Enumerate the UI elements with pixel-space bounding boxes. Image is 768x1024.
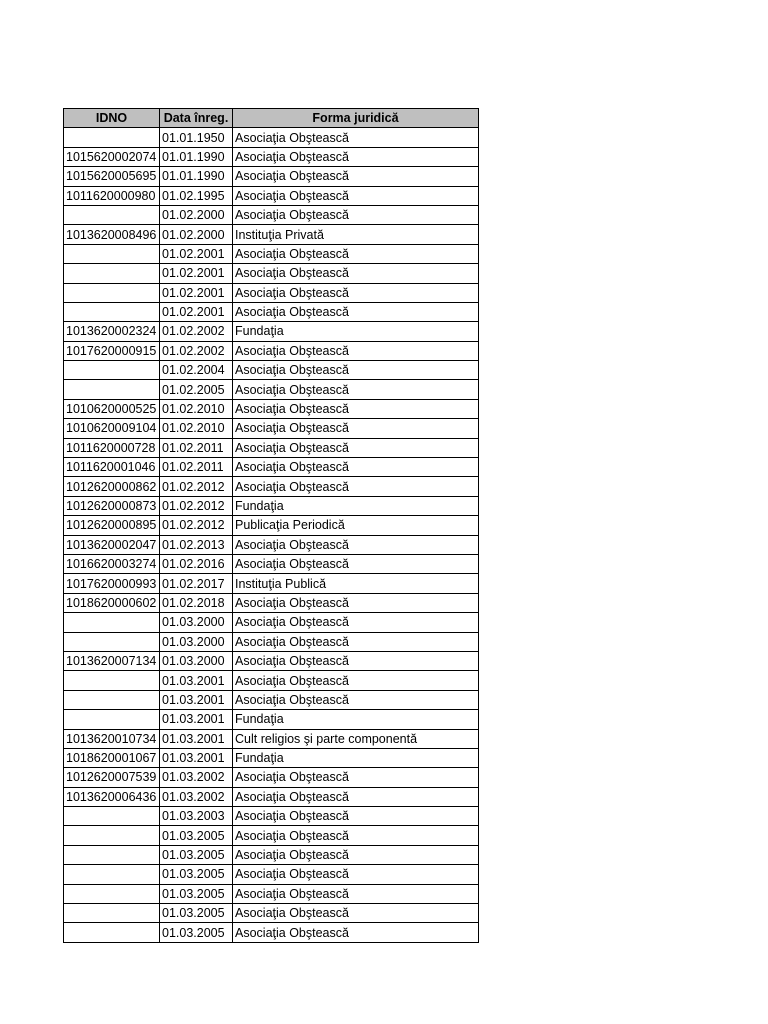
idno-cell: 1011620000980 — [64, 186, 160, 205]
form-cell: Asociaţia Obştească — [233, 904, 479, 923]
date-cell: 01.03.2005 — [160, 904, 233, 923]
registry-table — [63, 108, 479, 943]
date-cell: 01.02.1995 — [160, 186, 233, 205]
date-cell: 01.02.2001 — [160, 283, 233, 302]
form-cell: Fundaţia — [233, 322, 479, 341]
date-cell: 01.01.1950 — [160, 128, 233, 147]
idno-cell: 1018620001067 — [64, 748, 160, 767]
table-row — [64, 322, 479, 341]
date-cell: 01.03.2003 — [160, 807, 233, 826]
table-row — [64, 535, 479, 554]
idno-cell — [64, 613, 160, 632]
table-row — [64, 748, 479, 767]
date-cell: 01.03.2005 — [160, 923, 233, 942]
form-cell: Asociaţia Obştească — [233, 613, 479, 632]
idno-cell — [64, 283, 160, 302]
table-row — [64, 496, 479, 515]
table-row — [64, 845, 479, 864]
table-row — [64, 205, 479, 224]
form-cell: Fundaţia — [233, 496, 479, 515]
idno-cell: 1018620000602 — [64, 593, 160, 612]
date-cell: 01.03.2005 — [160, 826, 233, 845]
table-row — [64, 574, 479, 593]
idno-cell — [64, 845, 160, 864]
form-cell: Asociaţia Obştească — [233, 186, 479, 205]
table-row — [64, 865, 479, 884]
date-cell: 01.02.2001 — [160, 264, 233, 283]
form-cell: Asociaţia Obştească — [233, 923, 479, 942]
table-body — [64, 128, 479, 942]
table-row — [64, 651, 479, 670]
date-cell: 01.02.2010 — [160, 399, 233, 418]
table-row — [64, 613, 479, 632]
idno-cell — [64, 671, 160, 690]
form-cell: Asociaţia Obştească — [233, 477, 479, 496]
date-cell: 01.03.2000 — [160, 613, 233, 632]
form-cell: Asociaţia Obştească — [233, 554, 479, 573]
date-cell: 01.02.2002 — [160, 341, 233, 360]
form-cell: Asociaţia Obştească — [233, 826, 479, 845]
header-idno: IDNO — [64, 109, 160, 128]
form-cell: Publicaţia Periodică — [233, 516, 479, 535]
idno-cell: 1013620007134 — [64, 651, 160, 670]
form-cell: Asociaţia Obştească — [233, 399, 479, 418]
table-row — [64, 516, 479, 535]
table-row — [64, 438, 479, 457]
idno-cell — [64, 205, 160, 224]
table-row — [64, 884, 479, 903]
table-row — [64, 729, 479, 748]
date-cell: 01.03.2001 — [160, 671, 233, 690]
form-cell: Asociaţia Obştească — [233, 283, 479, 302]
idno-cell — [64, 826, 160, 845]
table-row — [64, 128, 479, 147]
table-row — [64, 768, 479, 787]
idno-cell — [64, 923, 160, 942]
date-cell: 01.02.2002 — [160, 322, 233, 341]
idno-cell: 1012620000873 — [64, 496, 160, 515]
idno-cell: 1016620003274 — [64, 554, 160, 573]
date-cell: 01.01.1990 — [160, 167, 233, 186]
date-cell: 01.03.2005 — [160, 865, 233, 884]
form-cell: Asociaţia Obştească — [233, 787, 479, 806]
table-row — [64, 186, 479, 205]
date-cell: 01.03.2001 — [160, 690, 233, 709]
form-cell: Asociaţia Obştească — [233, 884, 479, 903]
idno-cell — [64, 380, 160, 399]
date-cell: 01.02.2011 — [160, 458, 233, 477]
form-cell: Asociaţia Obştească — [233, 341, 479, 360]
idno-cell: 1013620002324 — [64, 322, 160, 341]
form-cell: Asociaţia Obştească — [233, 593, 479, 612]
date-cell: 01.02.2013 — [160, 535, 233, 554]
form-cell: Asociaţia Obştească — [233, 651, 479, 670]
idno-cell: 1013620006436 — [64, 787, 160, 806]
date-cell: 01.02.2012 — [160, 477, 233, 496]
idno-cell: 1012620000895 — [64, 516, 160, 535]
form-cell: Asociaţia Obştească — [233, 167, 479, 186]
form-cell: Asociaţia Obştească — [233, 671, 479, 690]
table-row — [64, 807, 479, 826]
idno-cell: 1015620005695 — [64, 167, 160, 186]
date-cell: 01.02.2012 — [160, 516, 233, 535]
form-cell: Asociaţia Obştească — [233, 205, 479, 224]
date-cell: 01.03.2005 — [160, 884, 233, 903]
idno-cell: 1011620000728 — [64, 438, 160, 457]
idno-cell: 1015620002074 — [64, 147, 160, 166]
table-row — [64, 826, 479, 845]
form-cell: Asociaţia Obştească — [233, 768, 479, 787]
table-row — [64, 147, 479, 166]
date-cell: 01.02.2005 — [160, 380, 233, 399]
idno-cell: 1017620000915 — [64, 341, 160, 360]
table-row — [64, 302, 479, 321]
table-header — [64, 109, 479, 128]
idno-cell: 1011620001046 — [64, 458, 160, 477]
table-row — [64, 923, 479, 942]
idno-cell: 1013620002047 — [64, 535, 160, 554]
form-cell: Fundaţia — [233, 710, 479, 729]
table-row — [64, 167, 479, 186]
table-row — [64, 671, 479, 690]
table-row — [64, 419, 479, 438]
table-row — [64, 593, 479, 612]
date-cell: 01.02.2010 — [160, 419, 233, 438]
table-row — [64, 710, 479, 729]
date-cell: 01.03.2001 — [160, 748, 233, 767]
date-cell: 01.03.2005 — [160, 845, 233, 864]
idno-cell — [64, 710, 160, 729]
idno-cell: 1012620000862 — [64, 477, 160, 496]
table-row — [64, 787, 479, 806]
form-cell: Asociaţia Obştească — [233, 128, 479, 147]
form-cell: Asociaţia Obştească — [233, 535, 479, 554]
form-cell: Cult religios şi parte componentă — [233, 729, 479, 748]
form-cell: Asociaţia Obştească — [233, 302, 479, 321]
table-row — [64, 264, 479, 283]
idno-cell: 1010620009104 — [64, 419, 160, 438]
idno-cell — [64, 264, 160, 283]
date-cell: 01.02.2012 — [160, 496, 233, 515]
idno-cell: 1017620000993 — [64, 574, 160, 593]
date-cell: 01.02.2011 — [160, 438, 233, 457]
table-row — [64, 283, 479, 302]
date-cell: 01.03.2000 — [160, 651, 233, 670]
date-cell: 01.02.2000 — [160, 225, 233, 244]
date-cell: 01.02.2018 — [160, 593, 233, 612]
form-cell: Asociaţia Obştească — [233, 264, 479, 283]
date-cell: 01.02.2017 — [160, 574, 233, 593]
form-cell: Asociaţia Obştească — [233, 458, 479, 477]
date-cell: 01.03.2001 — [160, 729, 233, 748]
date-cell: 01.02.2000 — [160, 205, 233, 224]
table-row — [64, 690, 479, 709]
idno-cell — [64, 865, 160, 884]
date-cell: 01.02.2004 — [160, 361, 233, 380]
idno-cell: 1013620008496 — [64, 225, 160, 244]
table-row — [64, 341, 479, 360]
idno-cell — [64, 904, 160, 923]
header-date: Data înreg. — [160, 109, 233, 128]
idno-cell — [64, 690, 160, 709]
idno-cell — [64, 632, 160, 651]
idno-cell: 1010620000525 — [64, 399, 160, 418]
table-row — [64, 361, 479, 380]
idno-cell — [64, 884, 160, 903]
date-cell: 01.02.2001 — [160, 302, 233, 321]
form-cell: Asociaţia Obştească — [233, 361, 479, 380]
table-row — [64, 225, 479, 244]
table-row — [64, 380, 479, 399]
date-cell: 01.02.2016 — [160, 554, 233, 573]
form-cell: Asociaţia Obştească — [233, 438, 479, 457]
table-row — [64, 904, 479, 923]
form-cell: Asociaţia Obştească — [233, 807, 479, 826]
form-cell: Asociaţia Obştească — [233, 147, 479, 166]
table-row — [64, 554, 479, 573]
table-row — [64, 458, 479, 477]
date-cell: 01.03.2001 — [160, 710, 233, 729]
header-row — [64, 109, 479, 128]
date-cell: 01.03.2002 — [160, 787, 233, 806]
form-cell: Asociaţia Obştească — [233, 865, 479, 884]
form-cell: Asociaţia Obştească — [233, 244, 479, 263]
form-cell: Asociaţia Obştească — [233, 632, 479, 651]
form-cell: Instituţia Publică — [233, 574, 479, 593]
idno-cell — [64, 128, 160, 147]
date-cell: 01.03.2000 — [160, 632, 233, 651]
idno-cell — [64, 244, 160, 263]
date-cell: 01.01.1990 — [160, 147, 233, 166]
table-row — [64, 632, 479, 651]
table-row — [64, 399, 479, 418]
form-cell: Asociaţia Obştească — [233, 690, 479, 709]
form-cell: Instituţia Privată — [233, 225, 479, 244]
date-cell: 01.03.2002 — [160, 768, 233, 787]
form-cell: Fundaţia — [233, 748, 479, 767]
idno-cell: 1013620010734 — [64, 729, 160, 748]
date-cell: 01.02.2001 — [160, 244, 233, 263]
idno-cell — [64, 807, 160, 826]
idno-cell — [64, 302, 160, 321]
table-row — [64, 477, 479, 496]
idno-cell: 1012620007539 — [64, 768, 160, 787]
header-form: Forma juridică — [233, 109, 479, 128]
table-row — [64, 244, 479, 263]
idno-cell — [64, 361, 160, 380]
form-cell: Asociaţia Obştească — [233, 419, 479, 438]
form-cell: Asociaţia Obştească — [233, 845, 479, 864]
form-cell: Asociaţia Obştească — [233, 380, 479, 399]
